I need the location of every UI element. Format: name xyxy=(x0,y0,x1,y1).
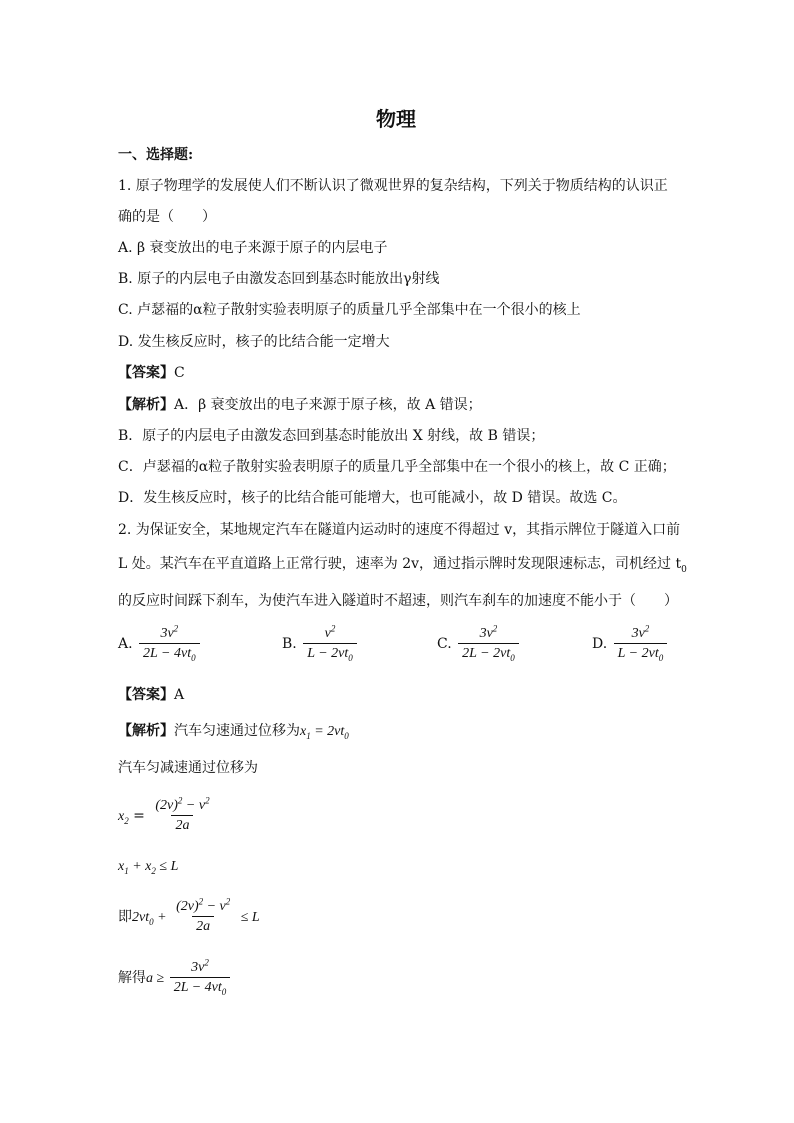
fraction: $\frac{(2v)^2 - v^2}{2a}$ xyxy=(176,896,231,934)
q2-option-a: A. $\frac{3v^2}{2L - 4vt_0}$ xyxy=(118,626,202,662)
q1-analysis-line3: C．卢瑟福的α粒子散射实验表明原子的质量几乎全部集中在一个很小的核上，故 C 正确； xyxy=(118,459,676,475)
q1-option-a: A. β 衰变放出的电子来源于原子的内层电子 xyxy=(118,240,388,256)
q2-analysis-line1: 【解析】汽车匀速通过位移为$x_1 = 2vt_0$ xyxy=(118,723,349,741)
analysis-text: A．β 衰变放出的电子来源于原子核，故 A 错误； xyxy=(174,397,482,413)
solution-result: 解得a ≥ $\frac{3v^2}{2L - 4vt_0}$ xyxy=(118,960,232,996)
q2-option-d: D. $\frac{3v^2}{L - 2vt_0}$ xyxy=(592,626,669,662)
fraction: $\frac{3v^2}{2L - 4vt_0}$ xyxy=(139,626,200,662)
q2-option-b: B. $\frac{v^2}{L - 2vt_0}$ xyxy=(282,626,359,662)
q1-stem-line2: 确的是（ ） xyxy=(118,209,216,225)
q1-analysis-line4: D．发生核反应时，核子的比结合能可能增大，也可能减小，故 D 错误。故选 C。 xyxy=(118,490,627,506)
answer-tag: 【答案】 xyxy=(118,687,174,703)
equation-x2: $x_2$ = $\frac{(2v)^2 - v^2}{2a}$ xyxy=(118,798,216,834)
equation-x1: $x_1 = 2vt_0$ xyxy=(300,724,349,741)
q1-stem-line1: 1. 原子物理学的发展使人们不断认识了微观世界的复杂结构，下列关于物质结构的认识正 xyxy=(118,178,668,194)
q1-option-d: D. 发生核反应时，核子的比结合能一定增大 xyxy=(118,334,390,350)
q1-option-b: B. 原子的内层电子由激发态回到基态时能放出γ射线 xyxy=(118,271,440,287)
fraction: $\frac{3v^2}{L - 2vt_0}$ xyxy=(614,626,668,662)
analysis-tag: 【解析】 xyxy=(118,397,174,413)
fraction: $\frac{3v^2}{2L - 2vt_0}$ xyxy=(458,626,519,662)
answer-tag: 【答案】 xyxy=(118,365,174,381)
q1-analysis-line2: B．原子的内层电子由激发态回到基态时能放出 X 射线，故 B 错误； xyxy=(118,428,545,444)
q2-stem-line2: L 处。某汽车在平直道路上正常行驶，速率为 2v，通过指示牌时发现限速标志，司机经过 $t_0$ xyxy=(118,556,687,575)
inequality-sum: $x_1 + x_2 \le L$ xyxy=(118,859,179,876)
q1-option-c: C. 卢瑟福的α粒子散射实验表明原子的质量几乎全部集中在一个很小的核上 xyxy=(118,302,581,318)
inequality-expanded: 即$2vt_0$ + $\frac{(2v)^2 - v^2}{2a}$ ≤ L xyxy=(118,896,260,934)
q1-analysis-line1 xyxy=(118,396,482,414)
q2-stem-line3: 的反应时间踩下刹车，为使汽车进入隧道时不超速，则汽车刹车的加速度不能小于（ ） xyxy=(118,593,678,609)
answer-value: A xyxy=(174,687,185,703)
fraction: $\frac{3v^2}{2L - 4vt_0}$ xyxy=(170,960,231,996)
section-header: 一、选择题: xyxy=(118,147,194,163)
fraction: $\frac{(2v)^2 - v^2}{2a}$ xyxy=(155,795,210,833)
page-title: 物理 xyxy=(376,107,416,131)
q2-answer xyxy=(118,686,184,704)
fraction: $\frac{v^2}{L - 2vt_0}$ xyxy=(303,626,357,662)
q2-stem-line1: 2. 为保证安全，某地规定汽车在隧道内运动时的速度不得超过 v，其指示牌位于隧道入口前 xyxy=(118,522,681,538)
answer-value: C xyxy=(174,365,185,381)
analysis-tag: 【解析】 xyxy=(118,723,174,739)
q2-analysis-line2: 汽车匀减速通过位移为 xyxy=(118,760,258,776)
q1-answer xyxy=(118,364,185,382)
q2-option-c: C. $\frac{3v^2}{2L - 2vt_0}$ xyxy=(437,626,521,662)
